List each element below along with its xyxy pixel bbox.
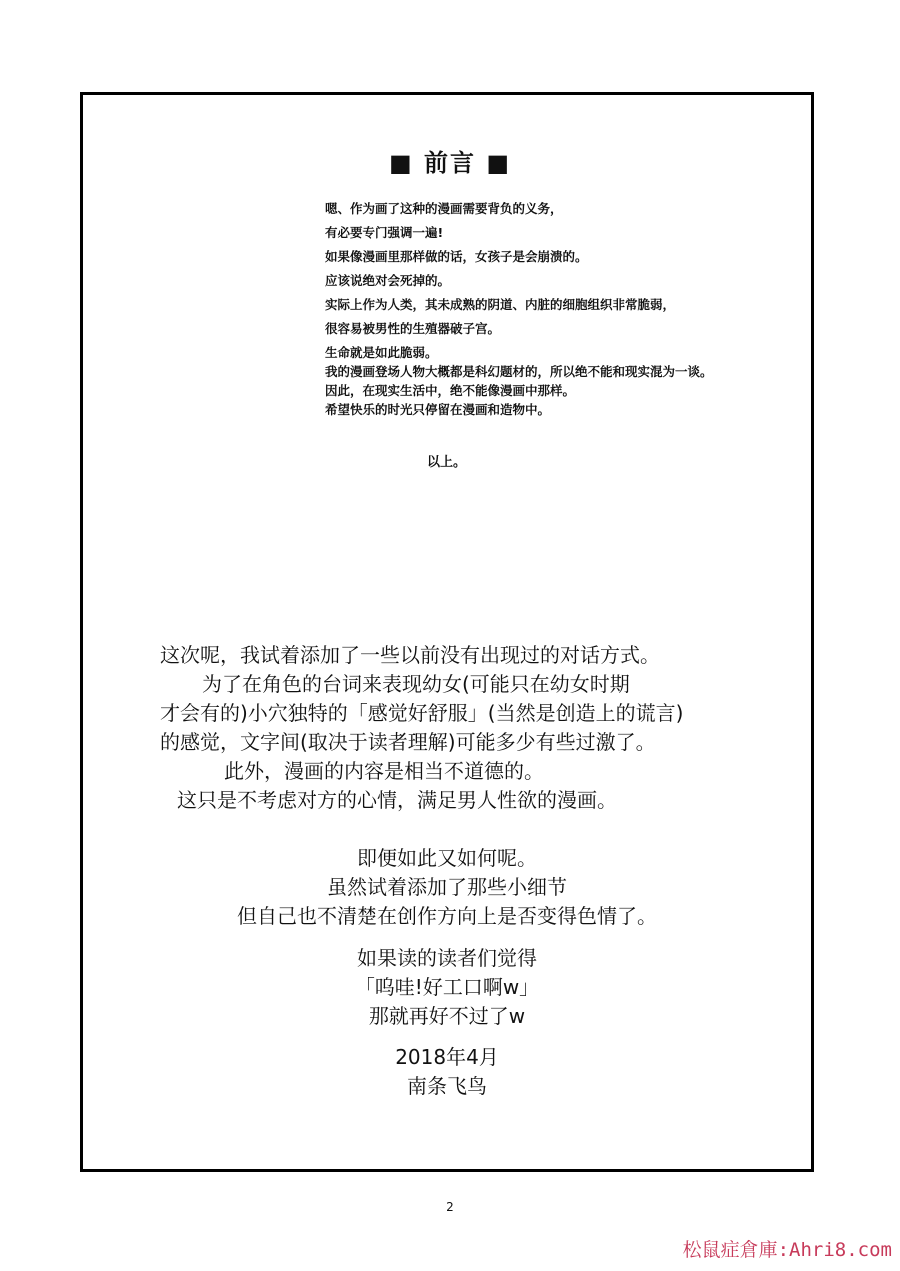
afterword-line: 此外，漫画的内容是相当不道德的。: [224, 759, 544, 783]
afterword-line: 这次呢，我试着添加了一些以前没有出现过的对话方式。: [160, 643, 660, 667]
preface-title: ■ 前言 ■: [388, 149, 512, 177]
signature-date: 2018年4月: [395, 1045, 499, 1069]
preface-line: 有必要专门强调一遍!: [325, 225, 444, 240]
preface-line: 因此，在现实生活中，绝不能像漫画中那样。: [325, 383, 576, 398]
preface-line: 生命就是如此脆弱。: [325, 345, 438, 360]
afterword-line: 的感觉，文字间(取决于读者理解)可能多少有些过激了。: [160, 730, 656, 754]
preface-line: 嗯、作为画了这种的漫画需要背负的义务，: [325, 201, 563, 216]
preface-line: 希望快乐的时光只停留在漫画和造物中。: [325, 402, 551, 417]
afterword-paragraph-3: [0, 944, 897, 1031]
afterword-line: 但自己也不清楚在创作方向上是否变得色情了。: [237, 904, 657, 928]
preface-line: 实际上作为人类，其未成熟的阴道、内脏的细胞组织非常脆弱，: [325, 297, 676, 312]
watermark-text: 松鼠症倉庫:Ahri8.com: [682, 1239, 892, 1261]
afterword-paragraph-1: [150, 641, 770, 815]
afterword-line: 「呜哇!好工口啊w」: [354, 975, 540, 999]
afterword-paragraph-2: [0, 844, 897, 931]
afterword-line: 即便如此又如何呢。: [357, 846, 537, 870]
page-number: 2: [446, 1200, 454, 1214]
preface-line: 如果像漫画里那样做的话，女孩子是会崩溃的。: [325, 249, 588, 264]
preface-line: 应该说绝对会死掉的。: [325, 273, 451, 288]
afterword-line: 为了在角色的台词来表现幼女(可能只在幼女时期: [202, 672, 630, 696]
afterword-line: 才会有的)小穴独特的「感觉好舒服」(当然是创造上的谎言): [160, 701, 684, 725]
afterword-line: 如果读的读者们觉得: [357, 946, 537, 970]
preface-line: 我的漫画登场人物大概都是科幻题材的，所以绝不能和现实混为一谈。: [325, 364, 713, 379]
preface-line: 很容易被男性的生殖器破子宫。: [325, 321, 501, 336]
afterword-line: 虽然试着添加了那些小细节: [327, 875, 567, 899]
preface-closing: 以上。: [427, 455, 467, 470]
signature-author: 南条飞鸟: [407, 1074, 487, 1098]
afterword-line: 那就再好不过了w: [368, 1004, 526, 1028]
preface-body: [325, 199, 805, 419]
afterword-line: 这只是不考虑对方的心情，满足男人性欲的漫画。: [177, 788, 617, 812]
signature-block: [0, 1043, 897, 1101]
